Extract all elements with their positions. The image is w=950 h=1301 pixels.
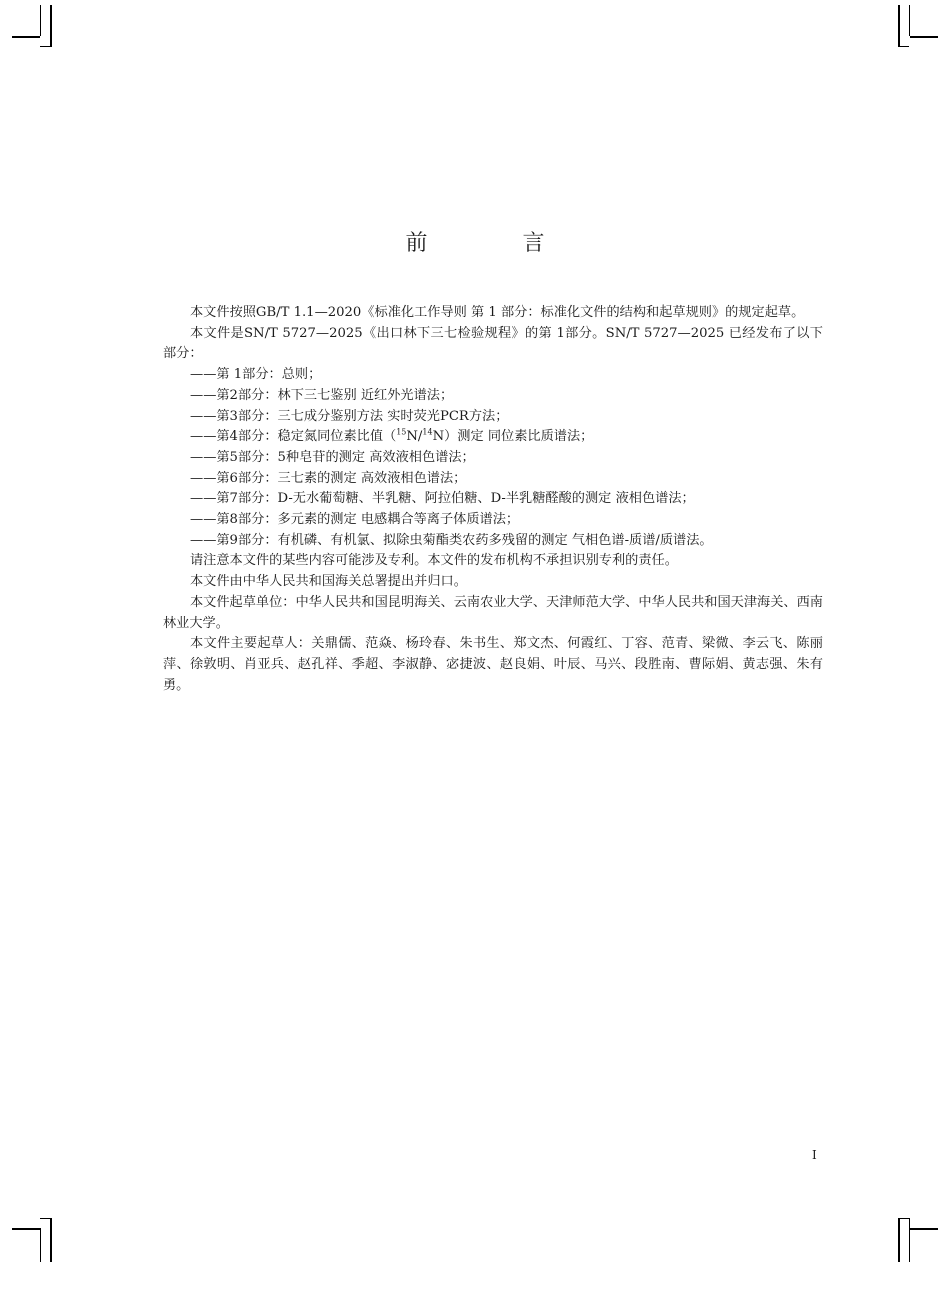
paragraph-series-intro: 本文件是SN/T 5727—2025《出口林下三七检验规程》的第 1部分。SN/T 5727—2025 已经发布了以下部分：	[163, 325, 823, 362]
crop-mark-bottom-left-h2	[40, 1218, 51, 1219]
list-item-part-2: ——第2部分：林下三七鉴别 近红外光谱法；	[190, 387, 454, 403]
crop-mark-top-right-h	[910, 36, 938, 38]
list-item-part-1: ——第 1部分：总则；	[190, 367, 322, 383]
list-item-part-9: ——第9部分：有机磷、有机氯、拟除虫菊酯类农药多残留的测定 气相色谱-质谱/质谱法。	[190, 532, 713, 548]
part-4-suffix: N）测定 同位素比质谱法；	[432, 429, 594, 445]
paragraph-patent-notice: 请注意本文件的某些内容可能涉及专利。本文件的发布机构不承担识别专利的责任。	[190, 553, 678, 569]
crop-mark-top-right-h2	[898, 46, 909, 47]
list-item-part-4	[163, 427, 823, 448]
crop-mark-top-left-h2	[40, 46, 51, 47]
part-4-mid: N/	[406, 429, 423, 445]
list-item-part-8: ——第8部分：多元素的测定 电感耦合等离子体质谱法；	[190, 512, 520, 528]
isotope-15-superscript: 15	[396, 427, 407, 437]
crop-mark-bottom-right-h	[910, 1228, 938, 1230]
crop-mark-bottom-left-v2	[40, 1228, 41, 1262]
paragraph-drafting-units: 本文件起草单位：中华人民共和国昆明海关、云南农业大学、天津师范大学、中华人民共和国天津海关、西南林业大学。	[163, 594, 823, 631]
list-item-part-3: ——第3部分：三七成分鉴别方法 实时荧光PCR方法；	[190, 408, 509, 424]
paragraph-drafters: 本文件主要起草人：关鼎儒、范焱、杨玲春、朱书生、郑文杰、何霞红、丁容、范青、梁微、李云飞、陈丽萍、徐敦明、肖亚兵、赵孔祥、季超、李淑静、宓捷波、赵良娟、叶辰、马兴、段胜南、曹际娟、黄志强、朱有勇。	[163, 636, 823, 693]
page-number: I	[812, 1148, 817, 1162]
list-item-part-6: ——第6部分：三七素的测定 高效液相色谱法；	[190, 470, 467, 486]
isotope-14-superscript: 14	[422, 427, 433, 437]
page-title: 前 言	[405, 231, 589, 256]
crop-mark-top-right-v	[898, 5, 900, 47]
crop-mark-bottom-right-v	[898, 1218, 900, 1262]
part-4-prefix: ——第4部分：稳定氮同位素比值（	[190, 429, 397, 445]
crop-mark-top-right-v2	[909, 5, 910, 36]
crop-mark-bottom-right-h2	[898, 1218, 909, 1219]
list-item-part-5: ——第5部分：5种皂苷的测定 高效液相色谱法；	[190, 449, 475, 465]
crop-mark-bottom-left-h	[12, 1228, 40, 1230]
crop-mark-top-left-v2	[40, 5, 41, 36]
paragraph-drafting-basis: 本文件按照GB/T 1.1—2020《标准化工作导则 第 1 部分：标准化文件的结构和起草规则》的规定起草。	[190, 305, 805, 320]
paragraph-proposer: 本文件由中华人民共和国海关总署提出并归口。	[190, 574, 467, 590]
foreword-body	[163, 303, 823, 696]
crop-mark-bottom-right-v2	[909, 1218, 910, 1262]
crop-mark-top-left-h	[12, 36, 40, 38]
crop-mark-top-left-v	[50, 5, 52, 47]
list-item-part-7: ——第7部分：D-无水葡萄糖、半乳糖、阿拉伯糖、D-半乳糖醛酸的测定 液相色谱法；	[190, 491, 695, 507]
crop-mark-bottom-left-v	[50, 1218, 52, 1262]
